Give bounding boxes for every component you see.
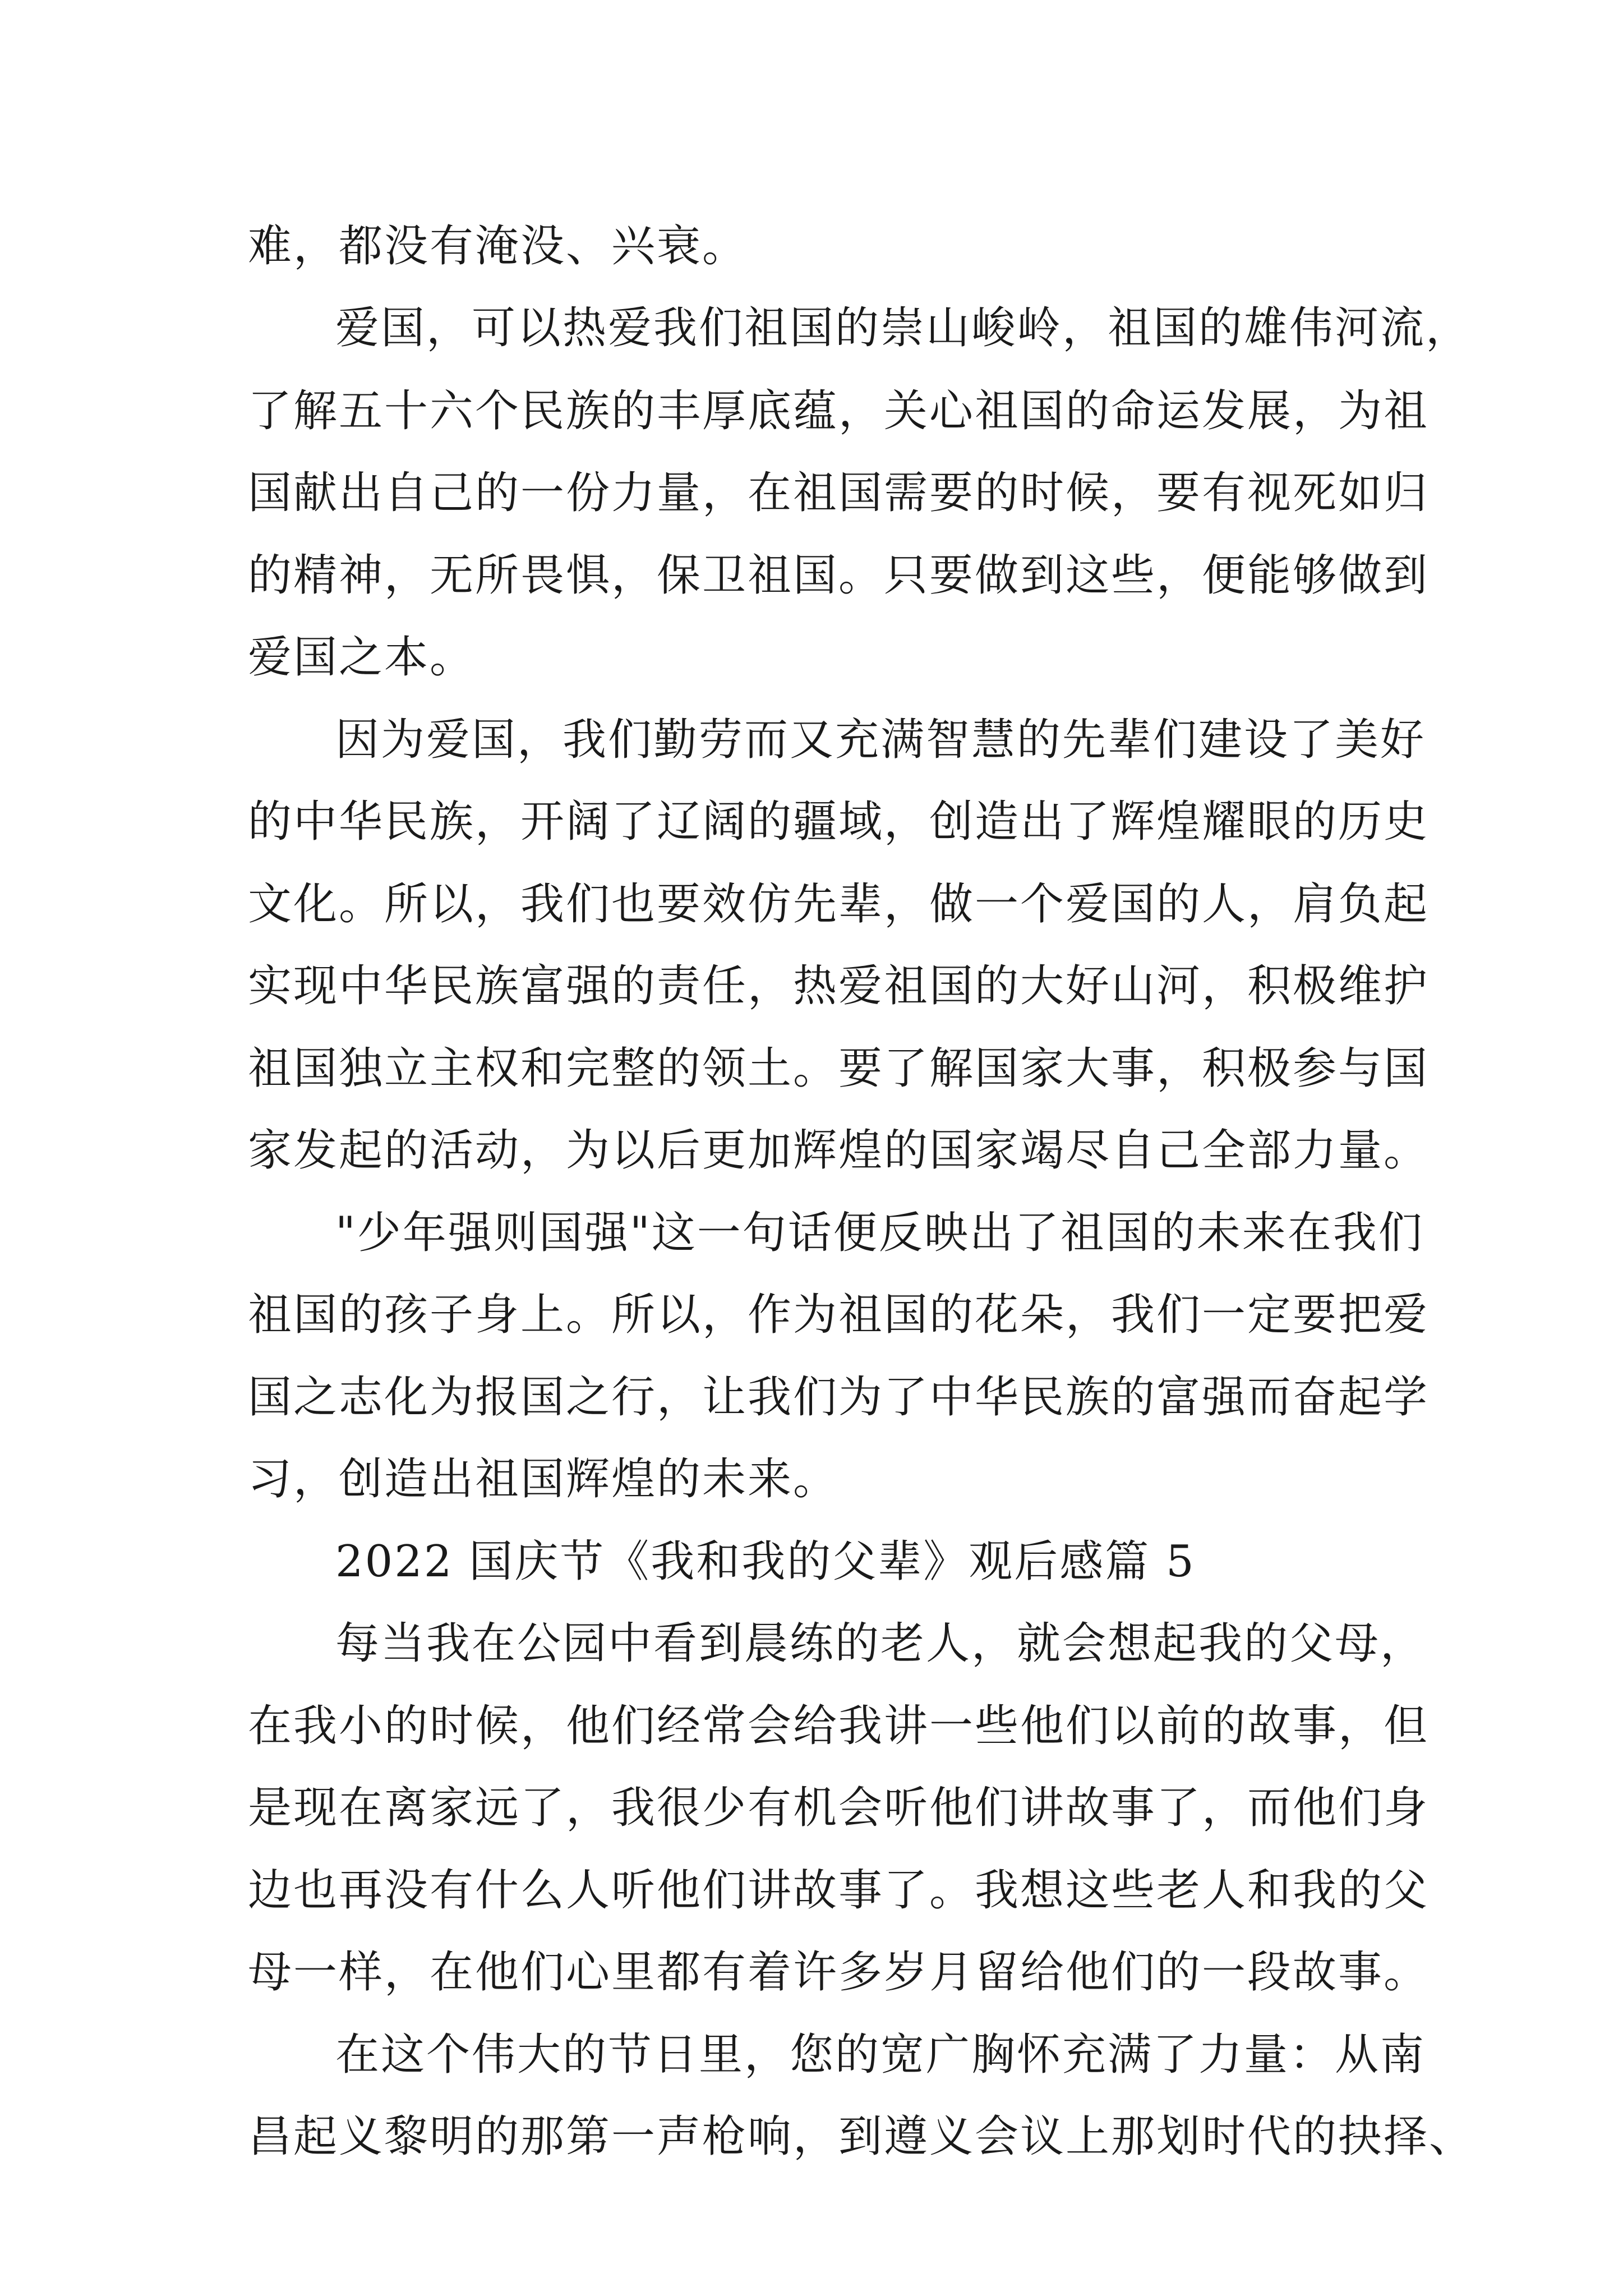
- text-line: 了解五十六个民族的丰厚底蕴，关心祖国的命运发展，为祖: [248, 386, 1430, 436]
- text-line: 祖国独立主权和完整的领土。要了解国家大事，积极参与国: [248, 1043, 1430, 1094]
- text-line: 母一样，在他们心里都有着许多岁月留给他们的一段故事。: [248, 1947, 1430, 1998]
- text-line: 的中华民族，开阔了辽阔的疆域，创造出了辉煌耀眼的历史: [248, 797, 1430, 847]
- text-line: 是现在离家远了，我很少有机会听他们讲故事了，而他们身: [248, 1783, 1430, 1833]
- text-line: 习，创造出祖国辉煌的未来。: [248, 1454, 839, 1504]
- section-heading: 2022 国庆节《我和我的父辈》观后感篇 5: [335, 1536, 1196, 1587]
- text-line: 国之志化为报国之行，让我们为了中华民族的富强而奋起学: [248, 1372, 1430, 1423]
- text-line: "少年强则国强"这一句话便反映出了祖国的未来在我们: [335, 1208, 1424, 1258]
- text-line: 难，都没有淹没、兴衰。: [248, 221, 748, 272]
- text-line: 每当我在公园中看到晨练的老人，就会想起我的父母，: [335, 1618, 1426, 1669]
- text-line: 昌起义黎明的那第一声枪响，到遵义会议上那划时代的抉择、: [248, 2111, 1475, 2162]
- text-line: 祖国的孩子身上。所以，作为祖国的花朵，我们一定要把爱: [248, 1290, 1430, 1340]
- text-line: 边也再没有什么人听他们讲故事了。我想这些老人和我的父: [248, 1865, 1430, 1916]
- text-line: 爱国之本。: [248, 632, 476, 683]
- text-line: 国献出自己的一份力量，在祖国需要的时候，要有视死如归: [248, 468, 1430, 518]
- text-line: 在这个伟大的节日里，您的宽广胸怀充满了力量：从南: [335, 2030, 1426, 2080]
- text-line: 家发起的活动，为以后更加辉煌的国家竭尽自己全部力量。: [248, 1125, 1430, 1176]
- text-line: 爱国，可以热爱我们祖国的崇山峻岭，祖国的雄伟河流，: [335, 303, 1472, 353]
- text-line: 实现中华民族富强的责任，热爱祖国的大好山河，积极维护: [248, 961, 1430, 1011]
- text-line: 在我小的时候，他们经常会给我讲一些他们以前的故事，但: [248, 1701, 1430, 1751]
- text-line: 的精神，无所畏惧，保卫祖国。只要做到这些，便能够做到: [248, 550, 1430, 601]
- text-line: 因为爱国，我们勤劳而又充满智慧的先辈们建设了美好: [335, 715, 1426, 765]
- text-line: 文化。所以，我们也要效仿先辈，做一个爱国的人，肩负起: [248, 879, 1430, 930]
